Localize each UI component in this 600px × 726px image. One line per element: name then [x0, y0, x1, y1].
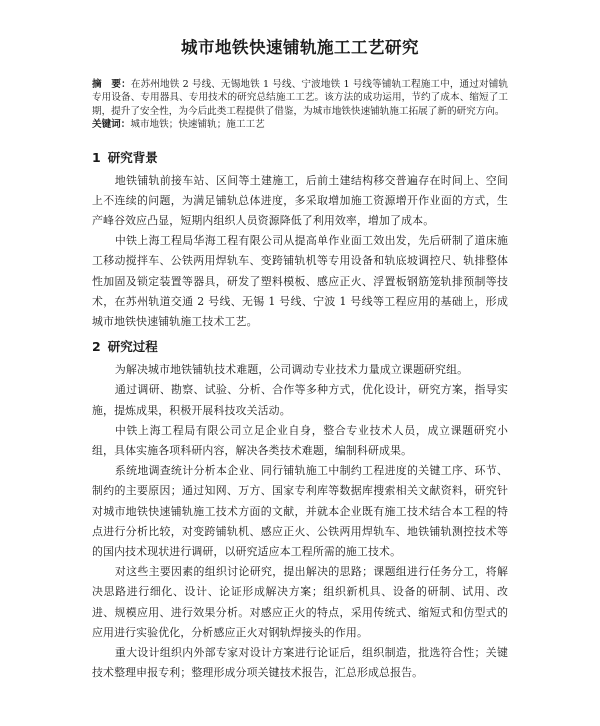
paragraph: 系统地调查统计分析本企业、同行铺轨施工中制约工程进度的关键工序、环节、制约的主要原因；通过知网、万方、国家专利库等数据库搜索相关文献资料，研究针对城市地铁快速铺轨施工技术方面的文献，并就本企业既有施工技术结合本工程的特点进行分析比较，对变跨铺轨机、感应正火、公铁两用焊轨车、地铁铺轨测控技术等的国内技术现状进行调研，以研究适应本工程所需的施工技术。	[92, 464, 508, 559]
paragraph: 通过调研、勘察、试验、分析、合作等多种方式，优化设计，研究方案，指导实施，提炼成果，积极开展科技攻关活动。	[92, 383, 508, 417]
section-number: 1	[92, 149, 101, 165]
paragraph: 地铁铺轨前接车站、区间等土建施工，后前土建结构移交普遍存在时间上、空间上不连续的问题，为满足铺轨总体进度，多采取增加施工资源增开作业面的方式，生产峰谷效应凸显，短期内组织人员资源降低了利用效率，增加了成本。	[92, 173, 508, 228]
keywords-text: 城市地铁；快速铺轨；施工工艺	[130, 119, 265, 131]
section-title: 研究背景	[107, 149, 158, 165]
section-title: 研究过程	[107, 339, 158, 355]
section-number: 2	[92, 339, 101, 355]
paragraph: 中铁上海工程局华海工程有限公司从提高单作业面工效出发，先后研制了道床施工移动搅拌车、公铁两用焊轨车、变跨铺轨机等专用设备和轨底坡调控尺、轨排整体性加固及锁定装置等器具，研发了塑料模板、感应正火、浮置板钢筋笼轨排预制等技术，在苏州轨道交通 2 号线、无锡 1 号线、宁波 1 号线等工程应用的基础上，形成城市地铁快速铺轨施工技术工艺。	[92, 234, 508, 329]
abstract-text: 在苏州地铁 2 号线、无锡地铁 1 号线、宁波地铁 1 号线等铺轨工程施工中，通过对铺轨专用设备、专用器具、专用技术的研究总结施工工艺。该方法的成功运用，节约了成本、缩短了工期，提升了安全性，为今后此类工程提供了借鉴，为城市地铁快速铺轨施工拓展了新的研究方向。	[92, 79, 509, 117]
section-heading	[92, 338, 508, 356]
keywords	[92, 118, 508, 131]
paragraph: 中铁上海工程局有限公司立足企业自身，整合专业技术人员，成立课题研究小组，具体实施各项科研内容，解决各类技术难题，编制科研成果。	[92, 423, 508, 458]
section-heading	[92, 149, 508, 167]
paper-title: 城市地铁快速铺轨施工工艺研究	[181, 38, 419, 57]
abstract	[92, 78, 508, 118]
paragraph: 对这些主要因素的组织讨论研究，提出解决的思路；课题组进行任务分工，将解决思路进行细化、设计、论证形成解决方案；组织新机具、设备的研制、试用、改进、规模应用、进行效果分析。对感应正火的特点，采用传统式、缩短式和仿型式的应用进行实验优化，分析感应正火对钢轨焊接头的作用。	[92, 565, 508, 639]
section-process	[92, 338, 508, 683]
abstract-label: 摘 要：	[92, 79, 131, 90]
section-background	[92, 149, 508, 333]
paragraph: 为解决城市地铁铺轨技术难题，公司调动专业技术力量成立课题研究组。	[114, 363, 469, 377]
paragraph: 重大设计组织内外部专家对设计方案进行论证后，组织制造，批选符合性；关键技术整理申报专利；整理形成分项关键技术报告，汇总形成总报告。	[92, 646, 508, 680]
keywords-label: 关键词：	[92, 119, 131, 131]
